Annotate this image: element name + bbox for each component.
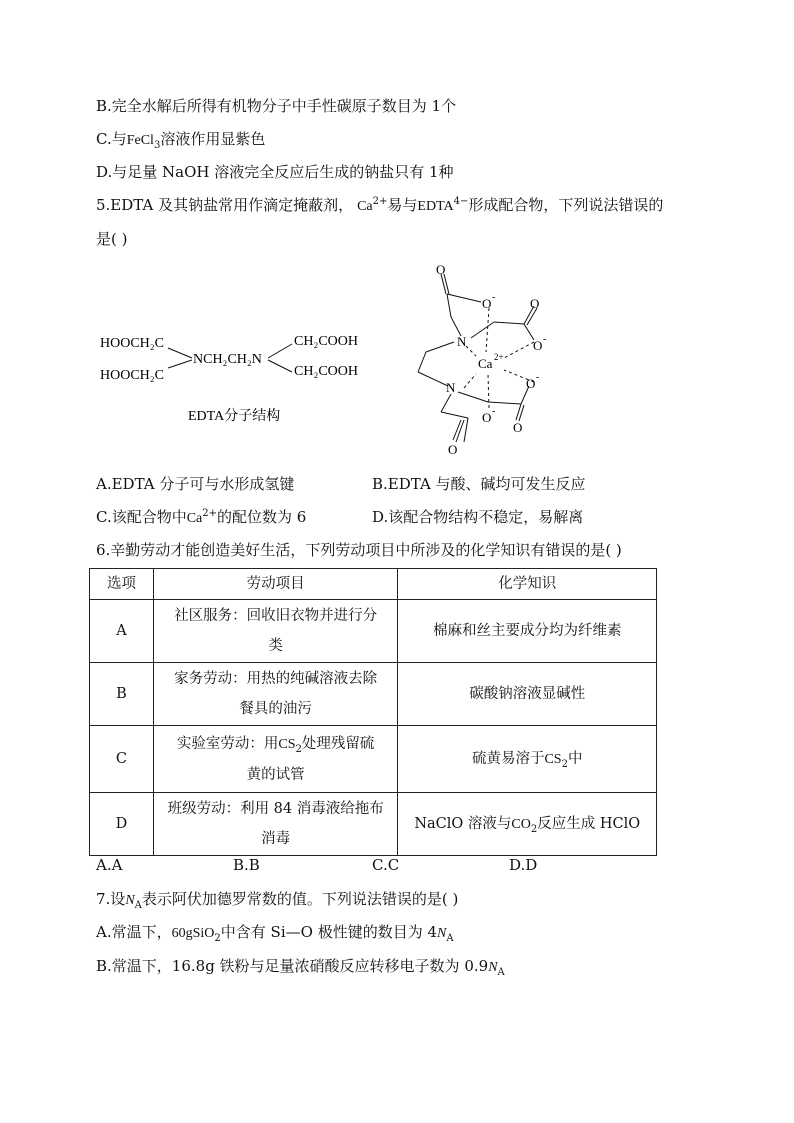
q6-row-c-knowledge-pre: 硫黄易溶于 — [471, 750, 545, 767]
q6-row-d-knowledge — [398, 793, 657, 856]
q6-row-a-project-l2: 类 — [268, 638, 283, 654]
q4-option-c-text: 溶液作用显紫色 — [160, 130, 266, 148]
q5-stem-line2: 是( ) — [96, 230, 128, 248]
q7-option-b — [96, 956, 505, 978]
q6-row-c-project-l2: 黄的试管 — [246, 766, 305, 783]
q6-answer-c: C.C — [372, 856, 400, 874]
q4-option-d: D.与足量 NaOH 溶液完全反应后生成的钠盐只有 1种 — [96, 163, 454, 181]
edta-center: NCH₂CH₂N — [193, 352, 262, 367]
q7-na: N — [125, 893, 135, 908]
q6-row-d-label: D — [90, 793, 154, 856]
q6-row-c-project-post: 处理残留硫 — [301, 735, 375, 752]
q5-option-a: A.EDTA 分子可与水形成氢键 — [96, 475, 295, 493]
q5-option-c-ca: Ca — [186, 511, 203, 526]
q6-table-row — [90, 600, 657, 663]
complex-o-minus-3: O — [526, 376, 536, 391]
q5-option-c — [96, 507, 306, 529]
q6-answer-b: B.B — [233, 856, 260, 874]
edta-right-top: CH₂COOH — [294, 334, 358, 349]
q7-option-a-pre: A.常温下， — [96, 923, 172, 941]
q6-row-c-project-pre: 实验室劳动：用 — [176, 735, 279, 752]
q6-row-b-project-l1: 家务劳动：用热的纯碱溶液去除 — [174, 671, 378, 687]
q4-option-c — [96, 129, 265, 151]
q5-option-d: D.该配合物结构不稳定，易解离 — [372, 508, 584, 526]
complex-o-top: O — [436, 262, 446, 277]
edta-left-bottom: HOOCH₂C — [100, 368, 164, 383]
q7-option-a-na: N — [437, 926, 447, 941]
q6-answer-a: A.A — [96, 856, 123, 874]
q7-option-a-mass: 60gSiO — [171, 926, 215, 941]
q4-option-b: B.完全水解后所得有机物分子中手性碳原子数目为 1个 — [96, 97, 457, 115]
complex-ca-charge: 2+ — [494, 352, 504, 362]
complex-o-bottom: O — [448, 442, 458, 457]
q5-stem-a: 5.EDTA 及其钠盐常用作滴定掩蔽剂， — [96, 196, 354, 214]
q5-option-c-text: 的配位数为 6 — [217, 508, 307, 526]
q5-ca-ion: Ca — [357, 199, 373, 214]
complex-o-minus-2: O — [533, 338, 543, 353]
q5-option-b: B.EDTA 与酸、碱均可发生反应 — [372, 475, 586, 493]
q6-table-row — [90, 726, 657, 793]
complex-o-right-bottom: O — [513, 420, 523, 435]
q6-row-d-project-l1: 班级劳动：利用 84 消毒液给拖布 — [167, 801, 384, 817]
q5-stem-b: 易与 — [387, 196, 418, 214]
edta-left-top: HOOCH₂C — [100, 336, 164, 351]
complex-minus-1: - — [492, 292, 496, 303]
q6-row-c-knowledge-sub: 2 — [561, 758, 568, 770]
q7-stem-post: 表示阿伏加德罗常数的值。下列说法错误的是( ) — [141, 890, 459, 908]
q6-row-b-knowledge: 碳酸钠溶液显碱性 — [398, 663, 657, 726]
q6-table-row — [90, 793, 657, 856]
complex-minus-4: - — [492, 406, 496, 417]
q7-stem — [96, 889, 458, 911]
edta-right-bottom: CH₂COOH — [294, 364, 358, 379]
q6-row-a-knowledge: 棉麻和丝主要成分均为纤维素 — [398, 600, 657, 663]
q5-stem-c: 形成配合物，下列说法错误的 — [468, 196, 664, 214]
q6-row-d-knowledge-pre: NaClO 溶液与 — [414, 815, 512, 832]
q6-table-header — [90, 569, 657, 600]
q6-row-c-label: C — [90, 726, 154, 793]
q6-stem: 6.辛勤劳动才能创造美好生活，下列劳动项目中所涉及的化学知识有错误的是( ) — [96, 541, 622, 559]
q6-row-a-project-l1: 社区服务：回收旧衣物并进行分 — [174, 608, 378, 624]
q6-row-d-knowledge-sub: 2 — [530, 823, 538, 835]
q7-option-a-sub: 2 — [214, 933, 221, 944]
q4-option-c-formula: FeCl — [126, 133, 154, 148]
q6-row-a-label: A — [90, 600, 154, 663]
complex-minus-2: - — [543, 334, 547, 345]
q7-option-b-na-sub: A — [497, 967, 505, 978]
q7-option-b-na: N — [488, 960, 498, 975]
complex-ca: Ca — [478, 356, 493, 371]
complex-minus-3: - — [536, 372, 540, 383]
q6-row-d-project-l2: 消毒 — [261, 831, 291, 847]
q6-row-c-project-sub: 2 — [295, 743, 302, 755]
q7-option-a-na-sub: A — [446, 933, 454, 944]
q7-option-a-mid: 中含有 Si—O 极性键的数目为 4 — [220, 923, 438, 941]
q6-row-c-project-l1 — [160, 729, 392, 760]
q6-row-c-project-chem: CS — [278, 736, 296, 752]
complex-n-bottom: N — [446, 380, 456, 395]
edta-bond-rt — [268, 344, 292, 358]
q6-row-b-label: B — [90, 663, 154, 726]
complex-o-minus-1: O — [482, 296, 492, 311]
q6-header-option: 选项 — [90, 569, 154, 600]
q6-table-row — [90, 663, 657, 726]
q7-na-sub: A — [134, 900, 142, 911]
q6-header-project: 劳动项目 — [153, 569, 398, 600]
q6-row-c-project — [153, 726, 398, 793]
edta-bond-lb — [168, 360, 192, 368]
q6-row-b-project-l2: 餐具的油污 — [239, 701, 312, 717]
q4-option-c-sub: 3 — [153, 140, 161, 151]
q4-option-c-prefix: C.与 — [96, 130, 127, 148]
q7-option-a — [96, 922, 454, 944]
q6-row-b-project — [153, 663, 398, 726]
q5-option-c-charge: 2+ — [202, 508, 218, 519]
complex-o-right-top: O — [530, 296, 540, 311]
q5-stem — [96, 195, 663, 217]
q5-option-c-prefix: C.该配合物中 — [96, 508, 187, 526]
q6-row-d-knowledge-post: 反应生成 HClO — [537, 815, 641, 832]
q7-stem-pre: 7.设 — [96, 890, 126, 908]
q6-row-c-knowledge — [398, 726, 657, 793]
q7-option-b-pre: B.常温下，16.8g 铁粉与足量浓硝酸反应转移电子数为 0.9 — [96, 957, 489, 975]
q6-row-c-knowledge-chem: CS — [544, 751, 562, 767]
edta-caption: EDTA分子结构 — [188, 409, 281, 424]
q6-table — [89, 568, 657, 856]
q6-row-a-project — [153, 600, 398, 663]
q6-answer-d: D.D — [509, 856, 538, 874]
q5-figure — [96, 262, 576, 462]
q6-header-knowledge: 化学知识 — [398, 569, 657, 600]
edta-bond-rb — [268, 360, 292, 372]
complex-o-minus-4: O — [482, 410, 492, 425]
q5-ca-charge: 2+ — [372, 196, 388, 207]
q6-row-c-knowledge-post: 中 — [567, 750, 583, 767]
edta-bond-lt — [168, 348, 192, 358]
q6-row-d-knowledge-chem: CO — [511, 816, 531, 832]
q6-row-d-project — [153, 793, 398, 856]
q5-edta-ion: EDTA — [417, 199, 454, 214]
q5-edta-charge: 4− — [453, 196, 469, 207]
complex-n-top: N — [457, 334, 467, 349]
